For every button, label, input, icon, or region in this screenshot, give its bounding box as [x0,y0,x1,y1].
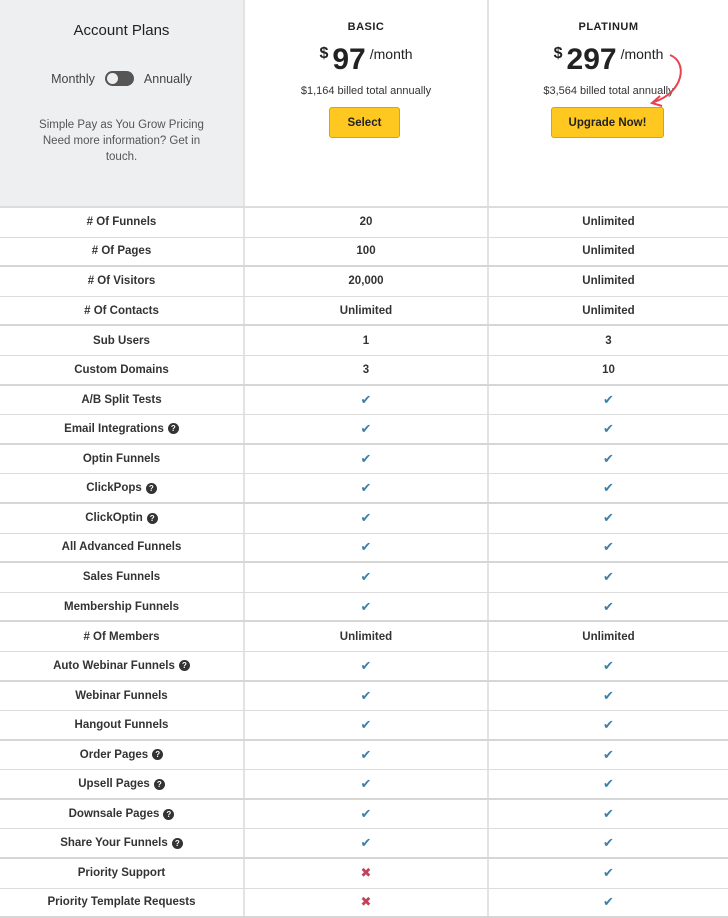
table-row [0,504,728,534]
feature-label-text: ClickPops [86,482,142,495]
feature-label [0,216,243,228]
checkmark-icon: ✔ [360,391,372,407]
feature-value-basic [243,859,487,888]
toggle-knob [107,73,118,84]
feature-value-platinum [487,593,728,621]
feature-value-platinum [487,326,728,355]
feature-value-platinum [487,682,728,711]
feature-value-basic [243,652,487,680]
feature-value-text: Unlimited [339,630,393,643]
table-row [0,445,728,475]
feature-label [0,778,243,790]
feature-value-basic [243,474,487,502]
feature-label [0,275,243,287]
feature-label [0,749,243,761]
billed-annually-platinum: $3,564 billed total annually [543,85,674,97]
feature-value-platinum [487,563,728,592]
table-row [0,415,728,445]
feature-label-text: Membership Funnels [63,600,180,613]
table-row [0,829,728,859]
feature-label-text: Share Your Funnels [60,837,168,850]
feature-value-platinum [487,297,728,325]
feature-label [0,423,243,435]
table-row [0,267,728,297]
checkmark-icon: ✔ [603,894,614,910]
table-row [0,622,728,652]
feature-value-text: 10 [602,363,615,376]
feature-label-text: Order Pages [79,748,149,761]
feature-label [0,245,243,257]
toggle-label-annually[interactable]: Annually [143,71,192,86]
checkmark-icon: ✔ [603,657,614,673]
feature-value-platinum [487,445,728,474]
account-plans-title: Account Plans [73,22,170,39]
checkmark-icon: ✔ [360,598,372,614]
feature-value-platinum [487,622,728,651]
table-row [0,682,728,712]
feature-value-platinum [487,356,728,384]
checkmark-icon: ✔ [360,746,372,762]
select-basic-button[interactable]: Select [329,107,400,138]
feature-label-text: Email Integrations [64,422,164,435]
table-row [0,563,728,593]
checkmark-icon: ✔ [360,687,372,703]
feature-label-text: A/B Split Tests [81,393,162,406]
feature-label-text: # Of Pages [91,245,152,258]
feature-value-platinum [487,859,728,888]
feature-label [0,364,243,376]
cross-icon: ✖ [360,894,372,910]
checkmark-icon: ✔ [360,539,372,555]
feature-label-text: # Of Contacts [84,304,159,317]
checkmark-icon: ✔ [603,746,614,762]
feature-value-basic [243,741,487,770]
feature-label [0,867,243,879]
cross-icon: ✖ [360,865,372,881]
feature-label [0,482,243,494]
feature-value-text: 1 [362,334,370,347]
feature-label-text: All Advanced Funnels [61,541,182,554]
table-row [0,534,728,564]
feature-value-text: Unlimited [582,216,635,229]
billed-annually-basic: $1,164 billed total annually [300,85,432,97]
plan-platinum [487,0,728,206]
feature-value-platinum [487,534,728,562]
feature-label [0,601,243,613]
checkmark-icon: ✔ [603,451,614,467]
help-icon[interactable]: ? [152,749,163,760]
feature-label [0,837,243,849]
help-icon[interactable]: ? [163,809,174,820]
toggle-label-monthly[interactable]: Monthly [51,71,95,86]
feature-label [0,335,243,347]
feature-label [0,896,243,908]
table-row [0,474,728,504]
checkmark-icon: ✔ [360,806,372,822]
feature-label [0,512,243,524]
feature-value-basic [243,770,487,798]
pricing-header [0,0,728,206]
feature-value-text: 3 [605,334,612,347]
feature-value-basic [243,415,487,443]
feature-value-text: Unlimited [582,245,635,258]
table-row [0,326,728,356]
checkmark-icon: ✔ [603,480,614,496]
feature-value-basic [243,356,487,384]
feature-value-platinum [487,474,728,502]
feature-value-platinum [487,889,728,917]
feature-value-basic [243,208,487,237]
checkmark-icon: ✔ [603,598,614,614]
price-amount: 297 [566,43,617,76]
feature-label-text: Upsell Pages [78,778,150,791]
feature-label [0,305,243,317]
feature-label [0,631,243,643]
feature-value-basic [243,711,487,739]
checkmark-icon: ✔ [603,687,614,703]
feature-label-text: # Of Funnels [86,216,157,229]
feature-value-basic [243,504,487,533]
feature-label-text: ClickOptin [85,512,143,525]
feature-value-basic [243,297,487,325]
feature-value-basic [243,622,487,651]
checkmark-icon: ✔ [360,835,372,851]
feature-label [0,571,243,583]
feature-label-text: Custom Domains [74,363,169,376]
feature-label [0,453,243,465]
feature-value-basic [243,563,487,592]
checkmark-icon: ✔ [360,451,372,467]
feature-label-text: Downsale Pages [68,808,160,821]
currency-symbol: $ [553,45,563,62]
feature-value-basic [243,534,487,562]
feature-value-basic [243,682,487,711]
plan-basic [243,0,487,206]
feature-value-text: 100 [356,245,376,258]
feature-value-text: Unlimited [582,304,635,317]
feature-value-basic [243,829,487,857]
feature-value-text: 20,000 [348,275,384,288]
feature-label-text: Hangout Funnels [74,718,169,731]
checkmark-icon: ✔ [603,510,614,526]
table-row [0,208,728,238]
feature-label [0,719,243,731]
feature-label [0,541,243,553]
checkmark-icon: ✔ [603,776,614,792]
feature-value-platinum [487,711,728,739]
checkmark-icon: ✔ [360,420,372,436]
feature-value-platinum [487,652,728,680]
feature-label-text: Optin Funnels [82,453,161,466]
feature-value-platinum [487,267,728,296]
feature-value-text: 20 [359,216,373,229]
feature-value-text: Unlimited [582,630,635,643]
help-icon[interactable]: ? [154,779,165,790]
checkmark-icon: ✔ [603,716,614,732]
account-plans-panel [0,0,243,206]
feature-comparison-table [0,206,728,918]
checkmark-icon: ✔ [603,391,614,407]
help-icon[interactable]: ? [168,423,179,434]
feature-value-text: Unlimited [339,304,393,317]
feature-label-text: Sub Users [93,334,150,347]
table-row [0,800,728,830]
feature-value-basic [243,386,487,415]
feature-label-text: Priority Support [77,867,166,880]
feature-label-text: Sales Funnels [82,571,161,584]
checkmark-icon: ✔ [603,539,614,555]
feature-value-platinum [487,504,728,533]
table-row [0,741,728,771]
feature-label-text: # Of Members [83,630,160,643]
feature-label-text: Webinar Funnels [75,689,168,702]
table-row [0,238,728,268]
feature-label-text: # Of Visitors [87,275,156,288]
feature-label-text: Auto Webinar Funnels [53,659,175,672]
feature-value-basic [243,800,487,829]
feature-value-basic [243,238,487,266]
feature-value-basic [243,267,487,296]
feature-value-platinum [487,770,728,798]
help-icon[interactable]: ? [172,838,183,849]
feature-value-platinum [487,829,728,857]
checkmark-icon: ✔ [360,776,372,792]
feature-value-platinum [487,238,728,266]
feature-value-text: Unlimited [582,275,635,288]
table-row [0,593,728,623]
table-row [0,711,728,741]
table-row [0,652,728,682]
help-icon[interactable]: ? [146,483,157,494]
price-amount: 97 [332,43,366,76]
checkmark-icon: ✔ [603,835,614,851]
feature-value-platinum [487,800,728,829]
feature-value-platinum [487,386,728,415]
checkmark-icon: ✔ [603,420,614,436]
billing-toggle-row [0,71,243,86]
checkmark-icon: ✔ [603,806,614,822]
feature-label [0,808,243,820]
feature-label [0,690,243,702]
checkmark-icon: ✔ [360,510,372,526]
feature-value-platinum [487,415,728,443]
plan-name-platinum: PLATINUM [578,21,639,33]
checkmark-icon: ✔ [360,480,372,496]
billing-period-toggle[interactable] [105,71,134,86]
checkmark-icon: ✔ [360,657,372,673]
feature-value-platinum [487,741,728,770]
upgrade-now-button[interactable]: Upgrade Now! [551,107,664,138]
feature-value-basic [243,593,487,621]
table-row [0,770,728,800]
price-period: /month [620,46,664,62]
feature-value-basic [243,445,487,474]
help-icon[interactable]: ? [147,513,158,524]
help-icon[interactable]: ? [179,660,190,671]
feature-label [0,660,243,672]
feature-label-text: Priority Template Requests [47,896,196,909]
table-row [0,889,728,918]
checkmark-icon: ✔ [360,716,372,732]
feature-value-platinum [487,208,728,237]
price-platinum [489,42,728,78]
table-row [0,859,728,889]
feature-value-basic [243,326,487,355]
table-row [0,297,728,327]
currency-symbol: $ [319,45,329,62]
feature-label [0,394,243,406]
plan-name-basic: BASIC [347,21,385,33]
price-period: /month [369,46,413,62]
price-basic [245,42,487,78]
checkmark-icon: ✔ [360,569,372,585]
table-row [0,386,728,416]
feature-value-text: 3 [362,363,370,376]
feature-value-basic [243,889,487,917]
checkmark-icon: ✔ [603,865,614,881]
table-row [0,356,728,386]
checkmark-icon: ✔ [603,569,614,585]
pricing-description: Simple Pay as You Grow Pricing Need more information? Get in touch. [39,119,204,163]
